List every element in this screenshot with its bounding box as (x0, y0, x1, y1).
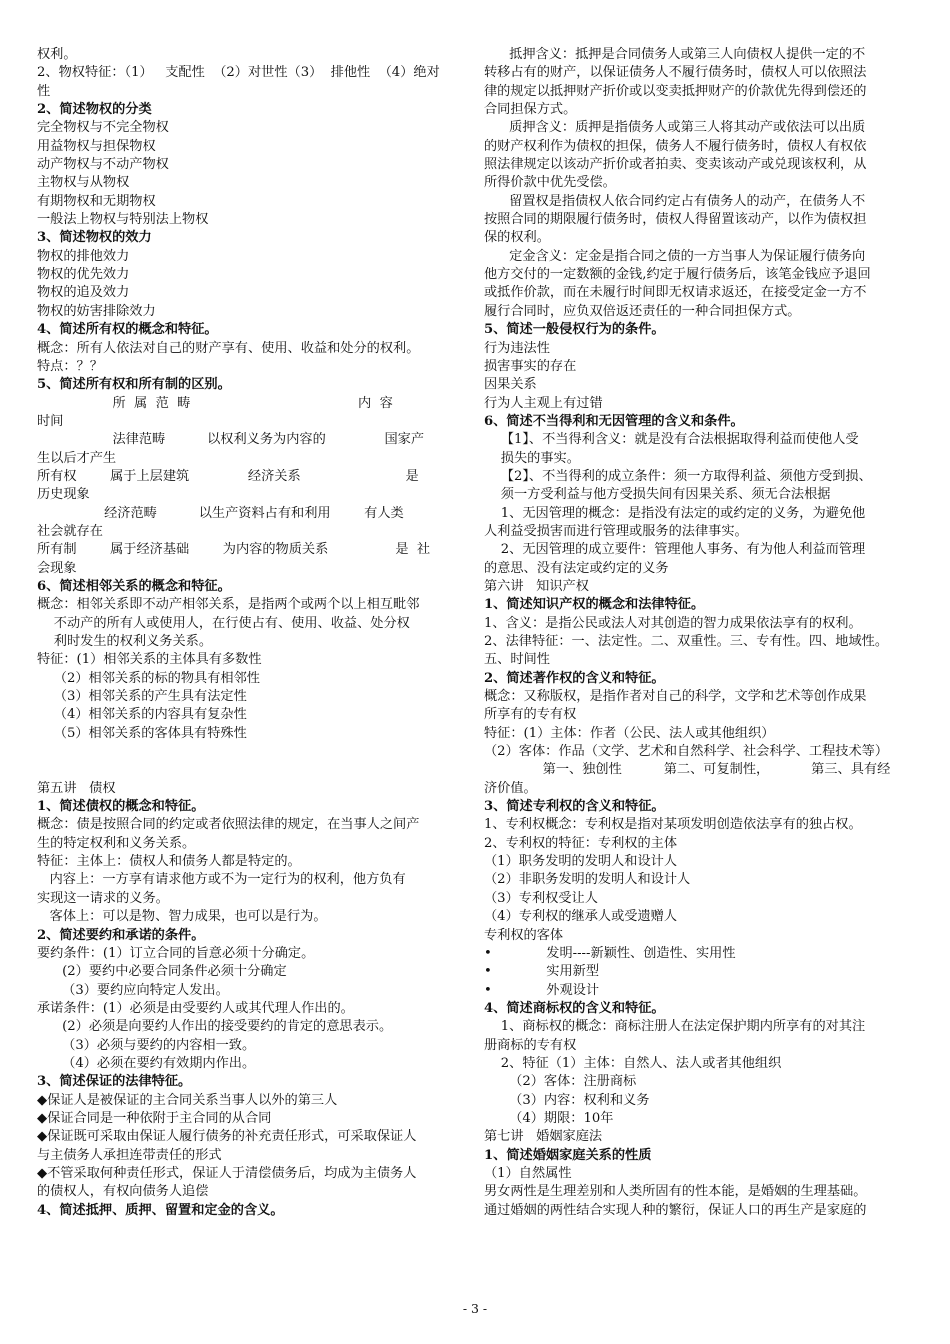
left-text-line: 所有制 属于经济基础 为内容的物质关系 是 社 (37, 542, 431, 558)
left-text-line: 一般法上物权与特别法上物权 (37, 212, 209, 228)
right-text-line: 1、含义：是指公民或法人对其创造的智力成果依法享有的权利。 (484, 615, 862, 631)
right-text-line: 4、简述商标权的含义和特征。 (484, 1000, 665, 1016)
left-text-line: 用益物权与担保物权 (37, 138, 156, 154)
left-text-line: （5）相邻关系的客体具有特殊性 (37, 725, 247, 741)
left-text-line: 2、物权特征：（1） 支配性 （2）对世性（3） 排他性 （4）绝对 (37, 65, 440, 81)
right-text-line: 履行合同时，应负双倍返还责任的一种合同担保方式。 (484, 303, 801, 319)
right-text-line: （2）非职务发明的发明人和设计人 (484, 872, 691, 888)
right-text-line: 专利权的客体 (484, 927, 564, 943)
left-text-line: 概念：所有人依法对自己的财产享有、使用、收益和处分的权利。 (37, 340, 420, 356)
right-text-line: • 外观设计 (484, 982, 600, 998)
left-text-line: ◆保证合同是一种依附于主合同的从合同 (37, 1110, 272, 1126)
right-text-line: 因果关系 (484, 377, 537, 393)
left-text-line: 3、简述物权的效力 (37, 230, 152, 246)
left-text-line: 概念：相邻关系即不动产相邻关系，是指两个或两个以上相互毗邻 (37, 597, 420, 613)
right-text-line: 转移占有的财产，以保证债务人不履行债务时，债权人可以依照法 (484, 65, 867, 81)
left-text-line: 6、简述相邻关系的概念和特征。 (37, 578, 231, 594)
right-text-line: 损失的事实。 (484, 450, 580, 466)
right-text-line: 保的权利。 (484, 230, 550, 246)
right-text-line: 【1】、不当得利含义：就是没有合法根据取得利益而使他人受 (484, 432, 859, 448)
right-text-line: 五、时间性 (484, 652, 550, 668)
right-text-line: （3）专利权受让人 (484, 890, 598, 906)
left-text-line: 特征：主体上：债权人和债务人都是特定的。 (37, 854, 301, 870)
left-text-line: 实现这一请求的义务。 (37, 890, 169, 906)
left-text-line: 主物权与从物权 (37, 175, 130, 191)
left-text-line: 生以后才产生 (37, 450, 117, 466)
left-text-line: 与主债务人承担连带责任的形式 (37, 1147, 222, 1163)
right-text-line: 2、简述著作权的含义和特征。 (484, 670, 665, 686)
left-text-line: 完全物权与不完全物权 (37, 120, 169, 136)
left-text-line: 物权的优先效力 (37, 267, 130, 283)
right-text-line: 照法律规定以该动产折价或者拍卖、变卖该动产或兑现该权利，从 (484, 157, 867, 173)
left-text-line: 第五讲 债权 (37, 780, 116, 796)
right-text-line: 合同担保方式。 (484, 102, 577, 118)
left-text-line: 不动产的所有人或使用人，在行使占有、使用、收益、处分权 (37, 615, 410, 631)
right-text-line: 的意思、没有法定或约定的义务 (484, 560, 669, 576)
right-text-line: 的财产权利作为债权的担保，债务人不履行债务时，债权人有权依 (484, 138, 867, 154)
left-text-line: 所 属 范 畴 内 容 (37, 395, 393, 411)
right-text-line: 人利益受损害而进行管理或服务的法律事实。 (484, 523, 748, 539)
left-text-line: 1、简述债权的概念和特征。 (37, 799, 205, 815)
left-text-line (37, 761, 459, 779)
left-text-line: 性 (37, 83, 51, 99)
right-text-line: 1、无因管理的概念：是指没有法定的或约定的义务，为避免他 (484, 505, 866, 521)
left-text-line: 要约条件：(1）订立合同的旨意必须十分确定。 (37, 945, 315, 961)
right-text-line: 第一、独创性 第二、可复制性， 第三、具有经 (484, 762, 891, 778)
right-text-line: 损害事实的存在 (484, 358, 577, 374)
left-text-line: 承诺条件：(1）必须是由受要约人或其代理人作出的。 (37, 1000, 354, 1016)
left-text-line: ◆保证人是被保证的主合同关系当事人以外的第三人 (37, 1092, 338, 1108)
right-text-line: 【2】、不当得利的成立条件：须一方取得利益、须他方受到损、 (484, 468, 872, 484)
right-text-line: 册商标的专有权 (484, 1037, 577, 1053)
right-text-line: 5、简述一般侵权行为的条件。 (484, 322, 665, 338)
right-text-line: 6、简述不当得利和无因管理的含义和条件。 (484, 413, 744, 429)
right-column (484, 46, 906, 1220)
left-text-line: 所有权 属于上层建筑 经济关系 是 (37, 468, 419, 484)
right-text-line: 第七讲 婚姻家庭法 (484, 1129, 603, 1145)
right-text-line: （2）客体：作品（文学、艺术和自然科学、社会科学、工程技术等） (484, 744, 889, 760)
left-text-line: 物权的排他效力 (37, 248, 130, 264)
left-text-line: 物权的追及效力 (37, 285, 130, 301)
right-text-line: 概念：又称版权，是指作者对自己的科学，文学和艺术等创作成果 (484, 689, 867, 705)
right-text-line: 所得价款中优先受偿。 (484, 175, 616, 191)
left-text-line: 4、简述抵押、质押、留置和定金的含义。 (37, 1202, 284, 1218)
left-column (37, 46, 459, 1220)
right-text-line: 2、专利权的特征：专利权的主体 (484, 835, 678, 851)
right-text-line: 行为违法性 (484, 340, 550, 356)
left-text-line: 生的特定权利和义务关系。 (37, 835, 196, 851)
right-text-line: 他方交付的一定数额的金钱,约定于履行债务后，该笔金钱应予退回 (484, 267, 871, 283)
left-text-line: 的债权人，有权向债务人追偿 (37, 1184, 209, 1200)
left-text-line: 内容上：一方享有请求他方或不为一定行为的权利，他方负有 (37, 872, 406, 888)
left-text-line: 利时发生的权利义务关系。 (37, 634, 213, 649)
right-text-line: 质押含义：质押是指债务人或第三人将其动产或依法可以出质 (484, 120, 866, 136)
right-text-line: 济价值。 (484, 780, 537, 796)
right-text-line: 男女两性是生理差别和人类所固有的性本能，是婚姻的生理基础。 (484, 1184, 867, 1200)
left-text-line: （3）相邻关系的产生具有法定性 (37, 689, 247, 705)
left-text-line: 概念：债是按照合同的约定或者依照法律的规定，在当事人之间产 (37, 817, 420, 833)
right-text-line: 2、法律特征：一、法定性。二、双重性。三、专有性。四、地域性。 (484, 634, 889, 649)
left-text-line: 有期物权和无期物权 (37, 193, 156, 209)
left-text-line: 动产物权与不动产物权 (37, 157, 169, 173)
right-text-line: 律的规定以抵押财产折价或以变卖抵押财产的价款优先得到偿还的 (484, 83, 867, 99)
right-text-line: （2）客体：注册商标 (484, 1074, 637, 1090)
page-number: - 3 - (462, 1301, 488, 1316)
right-text-line: 通过婚姻的两性结合实现人种的繁衍，保证人口的再生产是家庭的 (484, 1202, 867, 1218)
left-text-line: 2、简述要约和承诺的条件。 (37, 927, 205, 943)
right-text-line: 1、简述知识产权的概念和法律特征。 (484, 597, 705, 613)
left-text-line: 4、简述所有权的概念和特征。 (37, 322, 218, 338)
right-text-line: 特征：(1）主体：作者（公民、法人或其他组织） (484, 725, 775, 741)
right-text-line: 留置权是指债权人依合同约定占有债务人的动产，在债务人不 (484, 193, 866, 209)
left-text-line: 客体上：可以是物、智力成果，也可以是行为。 (37, 909, 327, 925)
left-text-line: 法律范畴 以权利义务为内容的 国家产 (37, 432, 425, 448)
right-text-line: 2、特征（1）主体：自然人、法人或者其他组织 (484, 1055, 782, 1071)
right-text-line: • 发明----新颖性、创造性、实用性 (484, 945, 736, 961)
left-text-line: （4）必须在要约有效期内作出。 (37, 1055, 256, 1071)
left-text-line: 权利。 (37, 47, 77, 62)
left-text-line: 物权的妨害排除效力 (37, 303, 156, 319)
left-text-line: 会现象 (37, 560, 77, 576)
left-text-line: ◆不管采取何种责任形式，保证人于清偿债务后，均成为主债务人 (37, 1165, 417, 1181)
left-text-line: 历史现象 (37, 487, 90, 503)
left-text-line: ◆保证既可采取由保证人履行债务的补充责任形式，可采取保证人 (37, 1129, 417, 1145)
right-text-line: 所享有的专有权 (484, 707, 577, 723)
left-text-line: 5、简述所有权和所有制的区别。 (37, 377, 231, 393)
left-text-line: 3、简述保证的法律特征。 (37, 1074, 192, 1090)
right-text-line: 行为人主观上有过错 (484, 395, 603, 411)
right-text-line: 1、简述婚姻家庭关系的性质 (484, 1147, 652, 1163)
right-text-line: • 实用新型 (484, 964, 600, 980)
right-text-line: 1、商标权的概念：商标注册人在法定保护期内所享有的对其注 (484, 1019, 866, 1035)
left-text-line: 特征：(1）相邻关系的主体具有多数性 (37, 652, 262, 668)
right-text-line: 或抵作价款，而在未履行时间即无权请求返还，在接受定金一方不 (484, 285, 867, 301)
left-text-line: 社会就存在 (37, 523, 103, 539)
right-text-line: 3、简述专利权的含义和特征。 (484, 799, 665, 815)
right-text-line: 1、专利权概念：专利权是指对某项发明创造依法享有的独占权。 (484, 817, 862, 833)
left-text-line: (2）要约中必要合同条件必须十分确定 (37, 964, 287, 980)
right-text-line: 定金含义：定金是指合同之债的一方当事人为保证履行债务向 (484, 248, 866, 264)
right-text-line: （1）职务发明的发明人和设计人 (484, 854, 678, 870)
left-text-line: 时间 (37, 413, 64, 429)
left-text-line: 经济范畴 以生产资料占有和利用 有人类 (37, 505, 404, 521)
left-text-line: 2、简述物权的分类 (37, 102, 152, 118)
right-text-line: （4）专利权的继承人或受遗赠人 (484, 909, 678, 925)
left-text-line (37, 743, 459, 761)
right-text-line: 按照合同的期限履行债务时，债权人得留置该动产，以作为债权担 (484, 212, 867, 228)
right-text-line: 须一方受利益与他方受损失间有因果关系、须无合法根据 (484, 487, 831, 503)
left-text-line: 特点：？？ (37, 358, 103, 374)
right-text-line: 抵押含义：抵押是合同债务人或第三人向债权人提供一定的不 (484, 47, 866, 62)
left-text-line: （4）相邻关系的内容具有复杂性 (37, 707, 247, 723)
right-text-line: 2、无因管理的成立要件：管理他人事务、有为他人利益而管理 (484, 542, 866, 558)
left-text-line: （3）要约应向特定人发出。 (37, 982, 229, 998)
left-text-line: (2）必须是向要约人作出的接受要约的肯定的意思表示。 (37, 1019, 393, 1035)
left-text-line: （2）相邻关系的标的物具有相邻性 (37, 670, 260, 686)
right-text-line: （4）期限：10年 (484, 1110, 614, 1126)
right-text-line: （1）自然属性 (484, 1165, 572, 1181)
right-text-line: （3）内容：权利和义务 (484, 1092, 650, 1108)
left-text-line: （3）必须与要约的内容相一致。 (37, 1037, 256, 1053)
right-text-line: 第六讲 知识产权 (484, 578, 589, 594)
